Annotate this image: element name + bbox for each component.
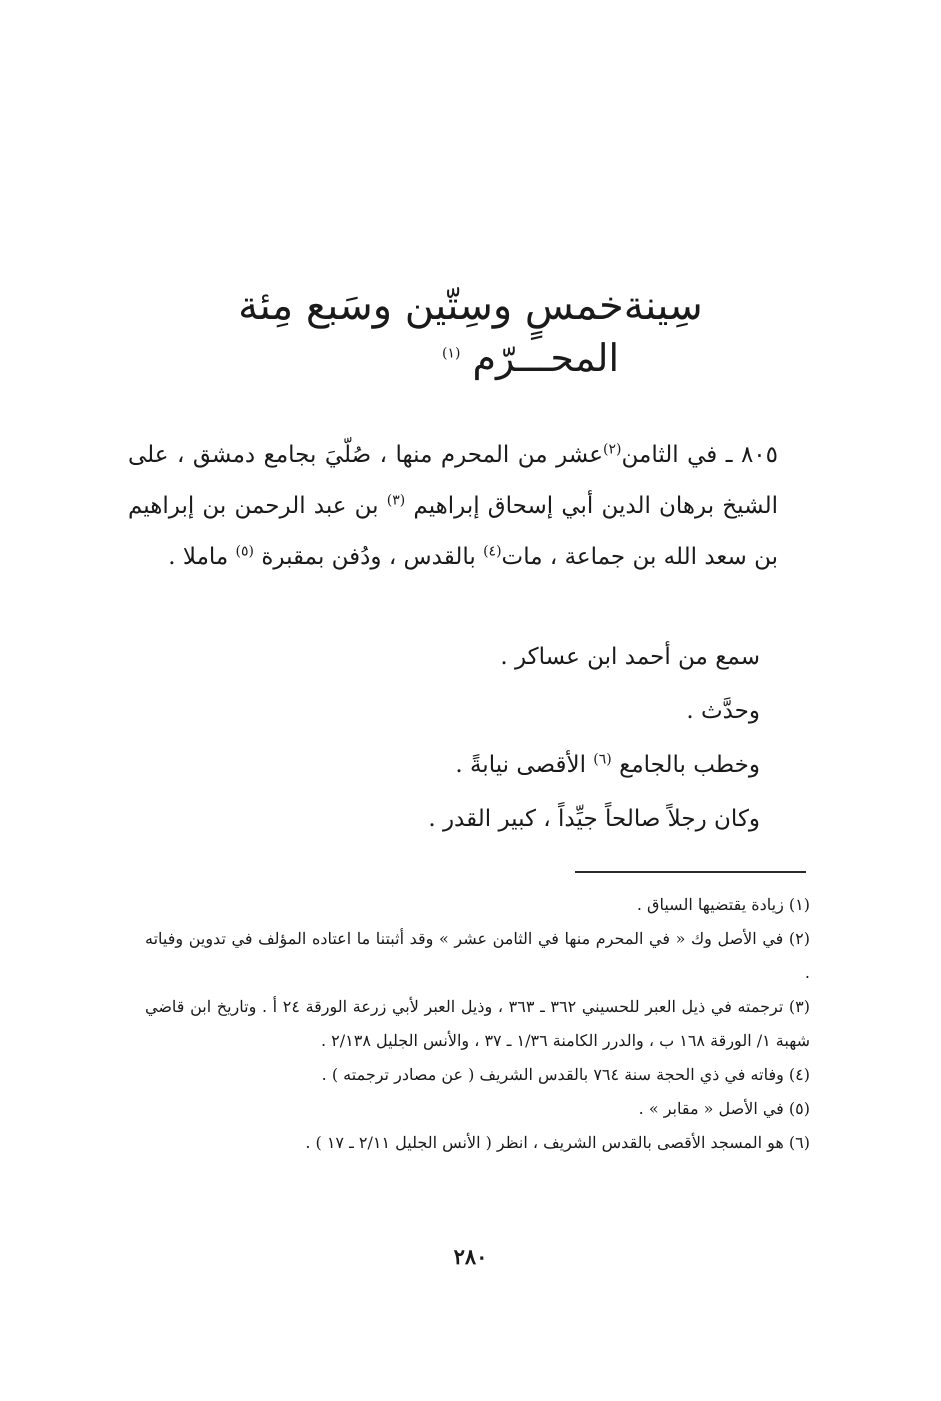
footnote-ref: (٤): [483, 543, 502, 560]
entry-text: ٨٠٥ ـ في الثامن: [621, 442, 779, 468]
entry-text: بن عبد الرحمن بن إبراهيم بن سعد الله بن جماعة ، مات: [128, 493, 778, 570]
footnote-ref: (١): [441, 345, 461, 362]
footnote-5: (٥) في الأصل « مقابر » .: [638, 1099, 810, 1118]
month-title-text: المحـــرّم: [472, 336, 620, 380]
footnote-3: (٣) ترجمته في ذيل العبر للحسيني ٣٦٢ ـ ٣٦٣ ، وذيل العبر لأبي زرعة الورقة ٢٤ أ . وتاريخ ابن قاضي شهبة ١/ الورقة ١٦٨ ب ، والدرر الكامنة ١/٣٦ ـ ٣٧ ، والأنس الجليل ٢/١٣٨ .: [145, 997, 811, 1050]
footnote-2: (٢) في الأصل وك « في المحرم منها في الثامن عشر » وقد أثبتنا ما اعتاده المؤلف في تدوين وفياته .: [145, 929, 810, 982]
footnote-4: (٤) وفاته في ذي الحجة سنة ٧٦٤ بالقدس الشريف ( عن مصادر ترجمته ) .: [321, 1065, 810, 1084]
detail-line: [170, 738, 760, 792]
section-heading: [0, 282, 941, 382]
year-title: سِينةخمسٍ وسِتّين وسَبع مِئة: [238, 283, 703, 329]
detail-line: وكان رجلاً صالحاً جيِّداً ، كبير القدر .: [428, 806, 760, 832]
entry-paragraph: [128, 430, 778, 583]
footnote-ref: (٣): [386, 492, 406, 509]
detail-text: وخطب بالجامع: [619, 752, 760, 778]
biography-entry: [128, 430, 778, 583]
month-title: [442, 336, 619, 382]
footnote-ref: (٥): [235, 543, 255, 560]
page-number: ٢٨٠: [453, 1244, 488, 1269]
detail-line: وحدَّث .: [686, 698, 760, 724]
footnotes: [145, 888, 810, 1160]
footnote-ref: (٢): [603, 441, 622, 458]
entry-text: على الشيخ برهان الدين أبي إسحاق إبراهيم: [128, 442, 778, 519]
entry-text: ماملا .: [168, 544, 229, 570]
footnote-6: (٦) هو المسجد الأقصى بالقدس الشريف ، انظر ( الأنس الجليل ٢/١١ ـ ١٧ ) .: [305, 1133, 810, 1152]
detail-line: سمع من أحمد ابن عساكر .: [500, 644, 760, 670]
entry-details: [170, 630, 760, 846]
entry-text: بالقدس ، ودُفن بمقبرة: [261, 544, 476, 570]
footnote-1: (١) زيادة يقتضيها السياق .: [636, 895, 810, 914]
footnote-ref: (٦): [593, 751, 612, 768]
detail-text: الأقصى نيابةً .: [455, 752, 586, 778]
entry-text: عشر من المحرم منها ، صُلّيَ بجامع دمشق ،: [176, 442, 604, 468]
footnote-separator: [575, 871, 806, 873]
